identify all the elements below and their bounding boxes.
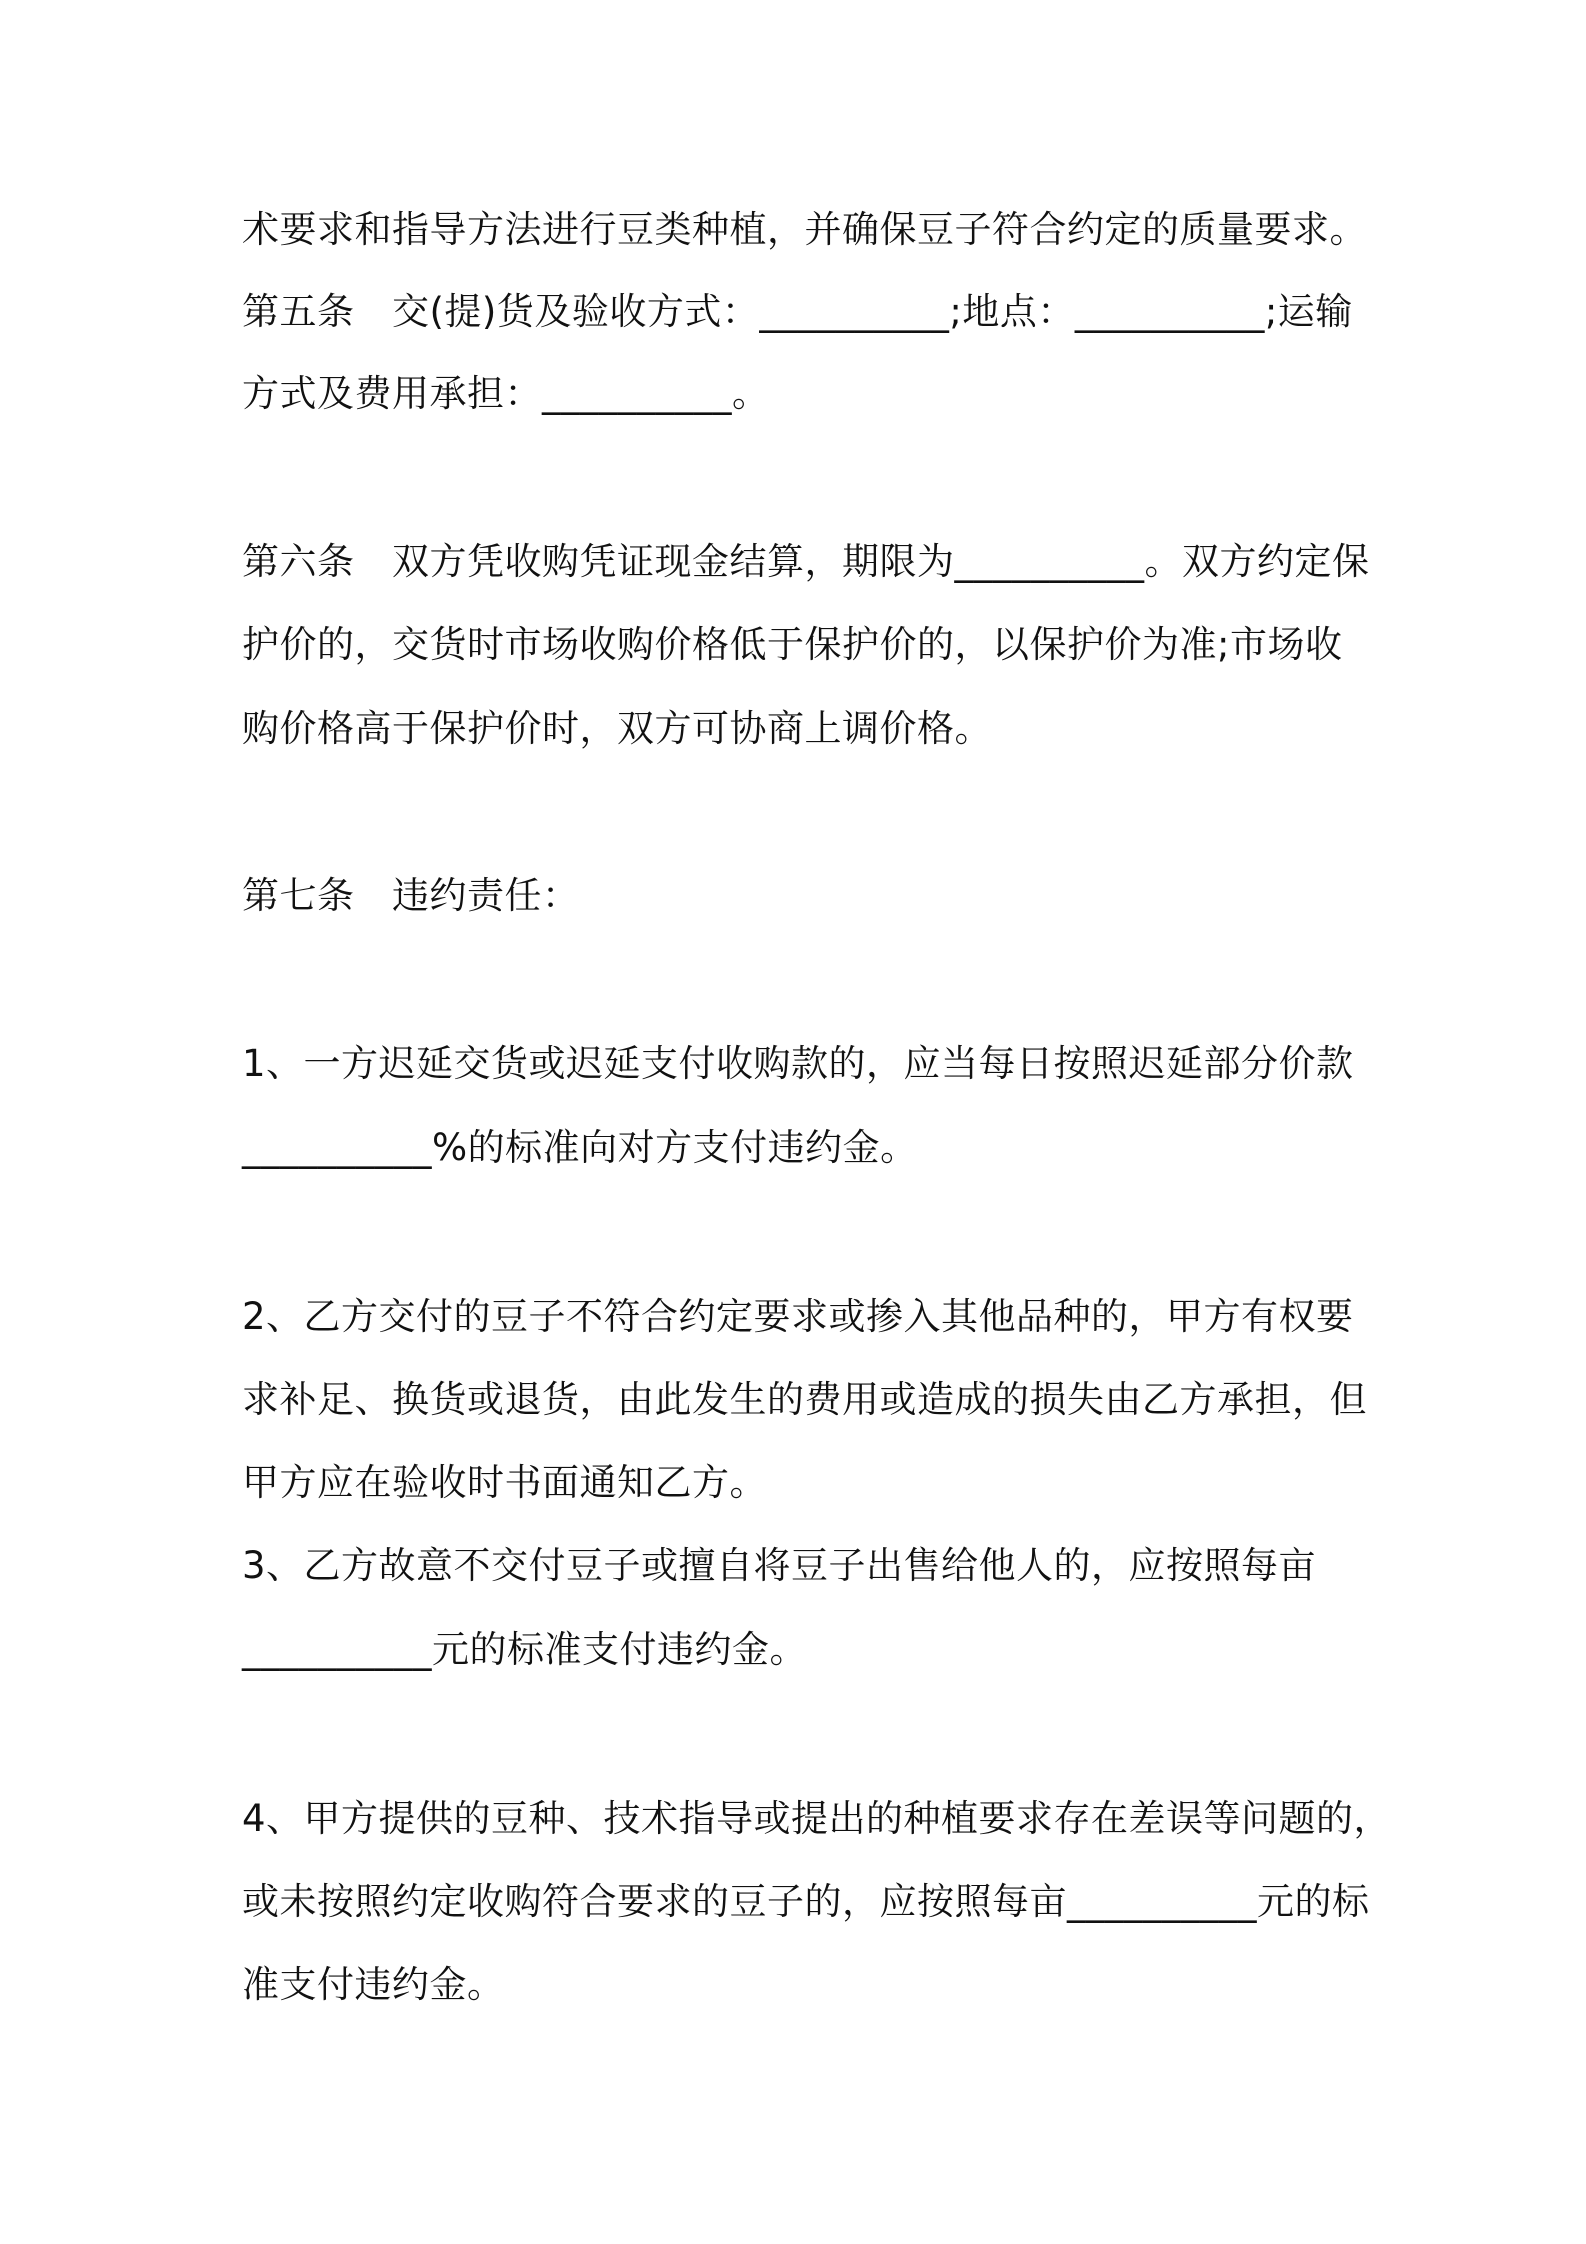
clause-1-line: 1、一方迟延交货或迟延支付收购款的，应当每日按照迟延部分价款 [242, 1042, 1354, 1085]
text-line: 或未按照约定收购符合要求的豆子的，应按照每亩__________元的标 [242, 1880, 1370, 1923]
text-line: 求补足、换货或退货，由此发生的费用或造成的损失由乙方承担，但 [242, 1378, 1367, 1421]
article-7-heading: 第七条 违约责任： [242, 874, 580, 917]
article-6-line: 第六条 双方凭收购凭证现金结算，期限为__________。双方约定保 [242, 540, 1370, 583]
article-5-line: 第五条 交(提)货及验收方式：__________;地点：__________;运输 [242, 290, 1353, 333]
text-line: 术要求和指导方法进行豆类种植，并确保豆子符合约定的质量要求。 [242, 208, 1367, 251]
text-line: 护价的，交货时市场收购价格低于保护价的，以保护价为准;市场收 [242, 623, 1343, 666]
text-line: __________元的标准支付违约金。 [242, 1628, 807, 1671]
text-line: 方式及费用承担：__________。 [242, 372, 770, 415]
clause-2-line: 2、乙方交付的豆子不符合约定要求或掺入其他品种的，甲方有权要 [242, 1295, 1354, 1338]
text-line: 购价格高于保护价时，双方可协商上调价格。 [242, 707, 992, 750]
text-line: 甲方应在验收时书面通知乙方。 [242, 1461, 767, 1504]
text-line: __________%的标准向对方支付违约金。 [242, 1126, 918, 1169]
clause-3-line: 3、乙方故意不交付豆子或擅自将豆子出售给他人的，应按照每亩 [242, 1544, 1317, 1587]
text-line: 准支付违约金。 [242, 1963, 505, 2006]
clause-4-line: 4、甲方提供的豆种、技术指导或提出的种植要求存在差误等问题的， [242, 1797, 1392, 1840]
